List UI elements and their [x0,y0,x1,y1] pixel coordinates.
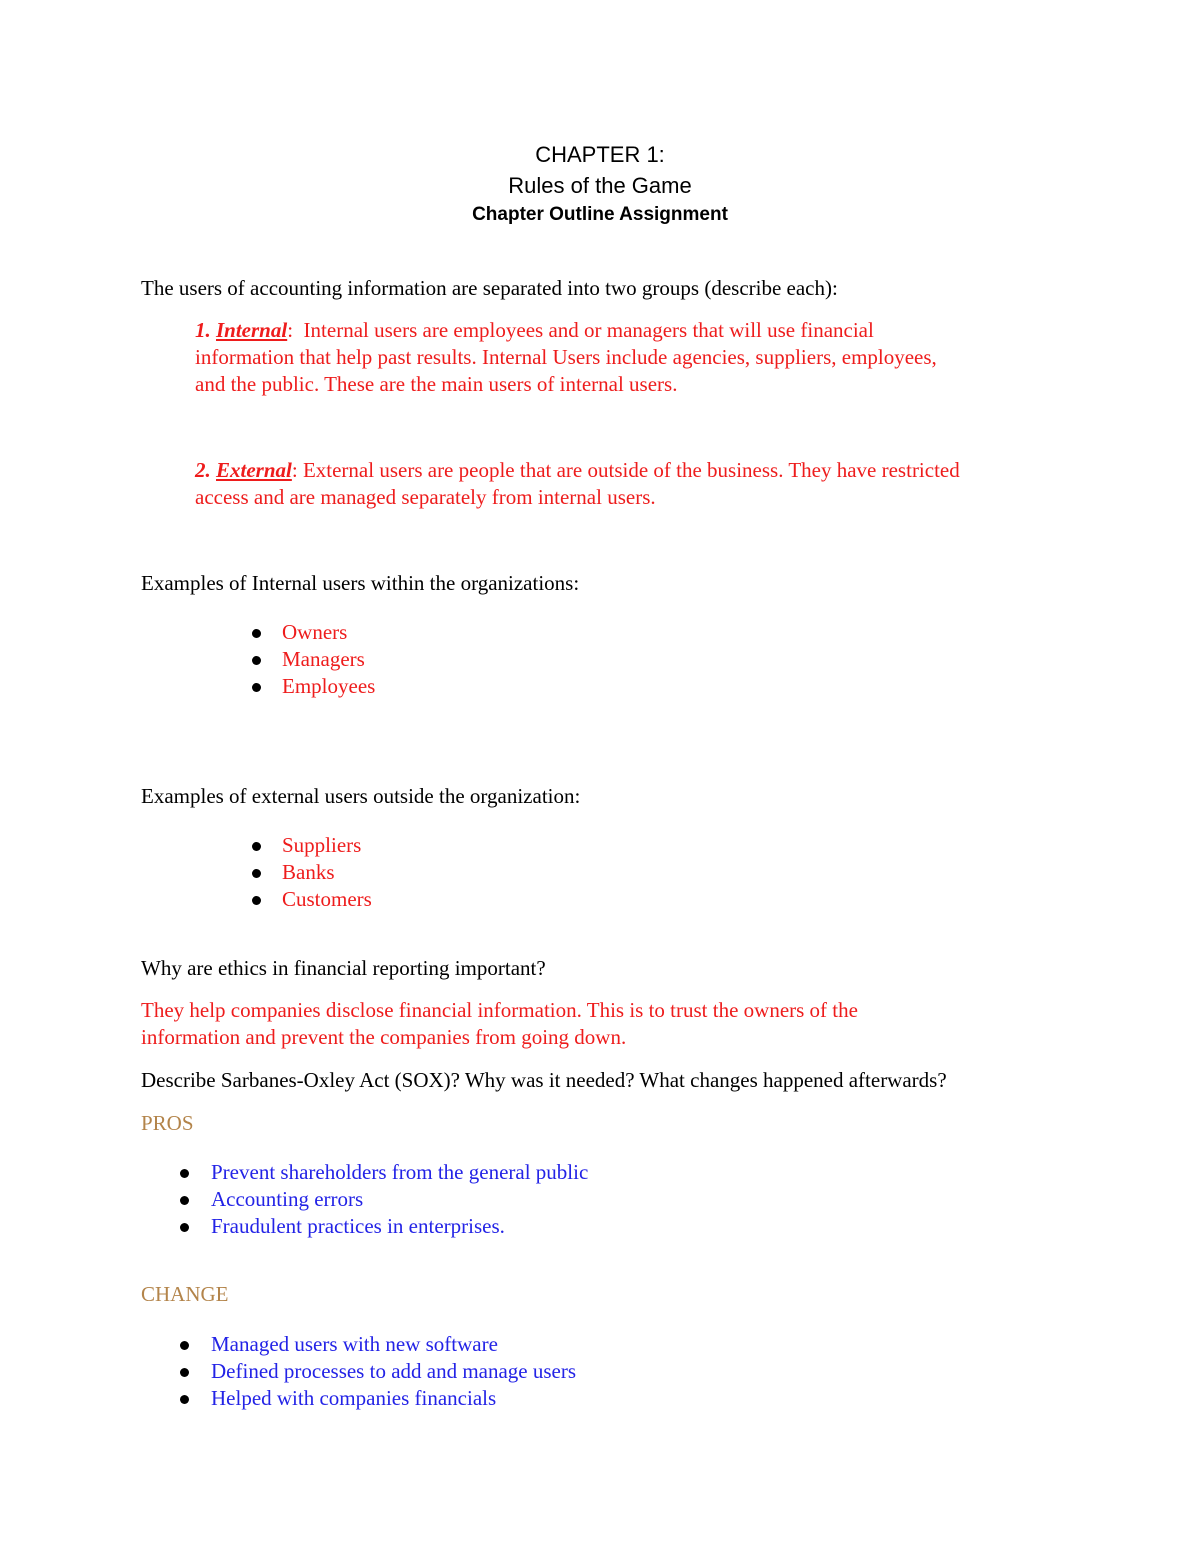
list-item: Prevent shareholders from the general public [180,1159,588,1186]
internal-label [195,318,287,342]
external-number: 2. [195,458,211,482]
internal-answer-line-2: information that help past results. Internal Users include agencies, suppliers, employees, [195,345,937,369]
list-item: Accounting errors [180,1186,588,1213]
internal-colon: : [287,318,294,342]
external-examples-prompt: Examples of external users outside the organization: [141,784,581,808]
internal-answer-line-3: and the public. These are the main users of internal users. [195,372,678,396]
external-term: External [216,458,292,482]
ethics-question: Why are ethics in financial reporting important? [141,956,546,980]
sox-question: Describe Sarbanes-Oxley Act (SOX)? Why was it needed? What changes happened afterwards? [141,1068,947,1092]
internal-examples-list [252,619,375,700]
ethics-answer-line-2: information and prevent the companies from going down. [141,1025,627,1049]
bullet-icon [252,842,261,851]
external-answer-line-2: access and are managed separately from internal users. [195,485,656,509]
internal-text-1: Internal users are employees and or managers that will use financial [303,318,874,342]
internal-number: 1. [195,318,211,342]
chapter-heading: CHAPTER 1: [535,142,665,167]
bullet-icon [252,629,261,638]
bullet-icon [180,1368,189,1377]
bullet-icon [180,1169,189,1178]
bullet-icon [252,869,261,878]
list-item: Defined processes to add and manage users [180,1358,576,1385]
pros-list [180,1159,588,1240]
chapter-title: Rules of the Game [508,173,692,198]
bullet-icon [180,1395,189,1404]
chapter-subtitle: Chapter Outline Assignment [472,204,728,225]
external-examples-list [252,832,372,913]
list-item: Banks [252,859,372,886]
bullet-icon [180,1223,189,1232]
list-item: Managed users with new software [180,1331,576,1358]
bullet-icon [180,1196,189,1205]
internal-answer-line-1 [195,317,874,344]
bullet-icon [252,656,261,665]
external-colon: : [291,458,298,482]
list-item: Managers [252,646,375,673]
external-label [195,458,292,482]
list-item: Customers [252,886,372,913]
internal-term: Internal [216,318,288,342]
pros-label: PROS [141,1111,194,1135]
external-text-1: External users are people that are outside of the business. They have restricted [302,458,960,482]
list-item: Suppliers [252,832,372,859]
list-item: Fraudulent practices in enterprises. [180,1213,588,1240]
bullet-icon [252,683,261,692]
list-item: Helped with companies financials [180,1385,576,1412]
bullet-icon [252,896,261,905]
external-answer-line-1 [195,457,960,484]
change-list [180,1331,576,1412]
users-question: The users of accounting information are separated into two groups (describe each): [141,276,838,300]
change-label: CHANGE [141,1282,229,1306]
internal-examples-prompt: Examples of Internal users within the organizations: [141,571,580,595]
bullet-icon [180,1341,189,1350]
list-item: Owners [252,619,375,646]
list-item: Employees [252,673,375,700]
ethics-answer-line-1: They help companies disclose financial information. This is to trust the owners of the [141,998,858,1022]
